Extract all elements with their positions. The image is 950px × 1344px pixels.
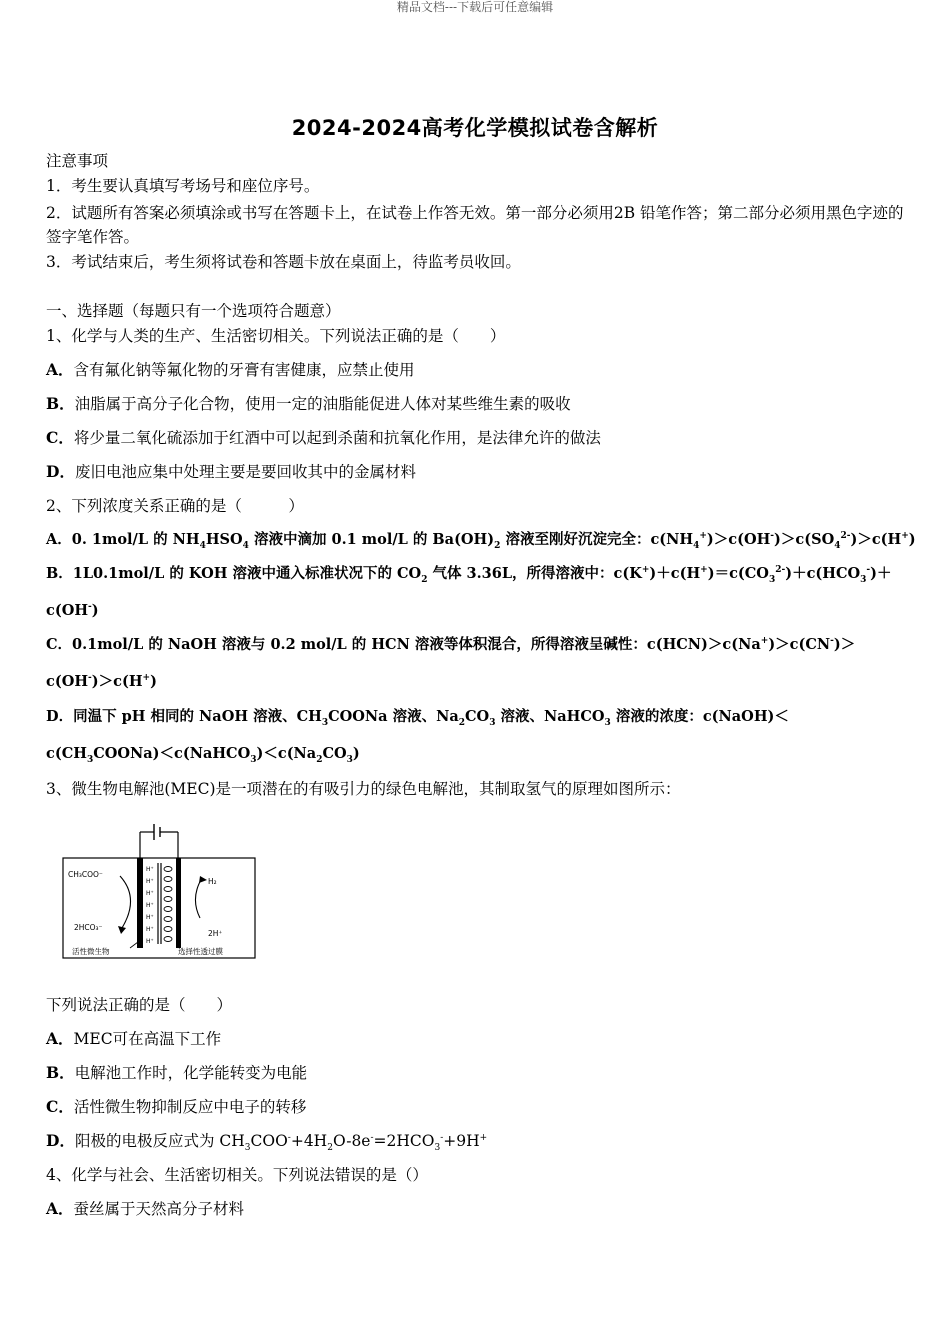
q2-option-c-cont: c(OH-)＞c(H+) (46, 673, 157, 690)
q3-option-b: B．电解池工作时，化学能转变为电能 (46, 1063, 308, 1082)
q1-option-a: A．含有氟化钠等氟化物的牙膏有害健康，应禁止使用 (46, 360, 415, 379)
q3-option-a-text: MEC可在高温下工作 (73, 1030, 222, 1048)
q4-stem: 4、化学与社会、生活密切相关。下列说法错误的是（） (46, 1166, 428, 1184)
h-plus-label: H⁺ (146, 866, 154, 873)
q1-option-c: C．将少量二氧化硫添加于红酒中可以起到杀菌和抗氧化作用，是法律允许的做法 (46, 428, 601, 447)
q2-option-d-cont: $c(CH_3COONa)<c(NaHCO_3)<c(Na_2CO_3)$ (46, 745, 360, 765)
page-header: 精品文档---下载后可任意编辑 (396, 0, 554, 14)
page-title: 2024-2024高考化学模拟试卷含解析 (291, 116, 659, 140)
q1-option-b-text: 油脂属于高分子化合物，使用一定的油脂能促进人体对某些维生素的吸收 (74, 395, 571, 413)
q2-option-b-cont: c(OH-) (46, 602, 99, 619)
q1-option-b: B．油脂属于高分子化合物，使用一定的油脂能促进人体对某些维生素的吸收 (46, 394, 571, 413)
q2-option-a: A．0. 1mol/L 的 $NH_4HSO_4$ 溶液中滴加 0.1 mol/L 的 $Ba(OH)_2$ 溶液至刚好沉淀完全：$c(NH_4^+)>c(OH^-)>c(SO_4^{2-})>c(H^+)$ (46, 531, 916, 551)
membrane-label: 选择性透过膜 (178, 947, 223, 956)
q2-option-c: C．0.1mol/L 的 NaOH 溶液与 0.2 mol/L 的 HCN 溶液等体积混合，所得溶液呈碱性：c(HCN)＞c(Na+)＞c(CN-)＞ (46, 636, 856, 653)
section-heading: 一、选择题（每题只有一个选项符合题意） (46, 302, 341, 320)
h-plus-label: H⁺ (146, 926, 154, 933)
q3-option-c: C．活性微生物抑制反应中电子的转移 (46, 1097, 307, 1116)
notice-heading: 注意事项 (46, 152, 109, 170)
h-plus-label: H⁺ (146, 938, 154, 945)
h-plus-label: H⁺ (146, 878, 154, 885)
mec-diagram (60, 818, 260, 963)
q1-option-c-text: 将少量二氧化硫添加于红酒中可以起到杀菌和抗氧化作用，是法律允许的做法 (73, 429, 601, 447)
q2-option-b: B．1L0.1mol/L 的 KOH 溶液中通入标准状况下的 $CO_2$ 气体 3.36L，所得溶液中：$c(K^+)+c(H^+)=c(CO_3^{2-})+c(HCO_3^-)+$ (46, 565, 892, 585)
notice-item-2: 2．试题所有答案必须填涂或书写在答题卡上，在试卷上作答无效。第一部分必须用2B 铅笔作答；第二部分必须用黑色字迹的签字笔作答。 (46, 204, 904, 246)
acetate-label: CH₃COO⁻ (68, 870, 103, 879)
q3-option-b-text: 电解池工作时，化学能转变为电能 (74, 1064, 308, 1082)
microbe-label: 活性微生物 (72, 947, 110, 956)
q1-option-d-text: 废旧电池应集中处理主要是要回收其中的金属材料 (74, 463, 416, 481)
h-plus-label: H⁺ (146, 890, 154, 897)
q1-option-d: D．废旧电池应集中处理主要是要回收其中的金属材料 (46, 462, 416, 481)
q3-option-c-text: 活性微生物抑制反应中电子的转移 (73, 1098, 307, 1116)
notice-item-3: 3．考试结束后，考生须将试卷和答题卡放在桌面上，待监考员收回。 (46, 253, 521, 271)
hydrogen-label: H₂ (208, 877, 217, 886)
h-plus-label: H⁺ (146, 914, 154, 921)
q2-stem: 2、下列浓度关系正确的是（ ） (46, 497, 304, 515)
proton-label: 2H⁺ (208, 929, 223, 938)
q3-question: 下列说法正确的是（ ） (46, 996, 233, 1014)
q2-option-d: D．同温下 pH 相同的 NaOH 溶液、$CH_3COONa$ 溶液、$Na_2CO_3$ 溶液、NaHCO$_3$ 溶液的浓度：c(NaOH)＜ (46, 708, 789, 728)
q3-stem: 3、微生物电解池(MEC)是一项潜在的有吸引力的绿色电解池，其制取氢气的原理如图所示： (46, 780, 681, 798)
bicarbonate-label: 2HCO₃⁻ (74, 923, 103, 932)
q3-option-d: D．阳极的电极反应式为 $CH_3COO^-+4H_2O-8e^-=2HCO_3^-+9H^+$ (46, 1131, 488, 1154)
q1-option-a-text: 含有氟化钠等氟化物的牙膏有害健康，应禁止使用 (73, 361, 415, 379)
q3-option-a: A．MEC可在高温下工作 (46, 1029, 222, 1048)
notice-item-1: 1．考生要认真填写考场号和座位序号。 (46, 177, 320, 195)
q4-option-a-text: 蚕丝属于天然高分子材料 (73, 1200, 245, 1218)
q1-stem: 1、化学与人类的生产、生活密切相关。下列说法正确的是（ ） (46, 327, 506, 345)
h-plus-label: H⁺ (146, 902, 154, 909)
q4-option-a: A．蚕丝属于天然高分子材料 (46, 1199, 245, 1218)
